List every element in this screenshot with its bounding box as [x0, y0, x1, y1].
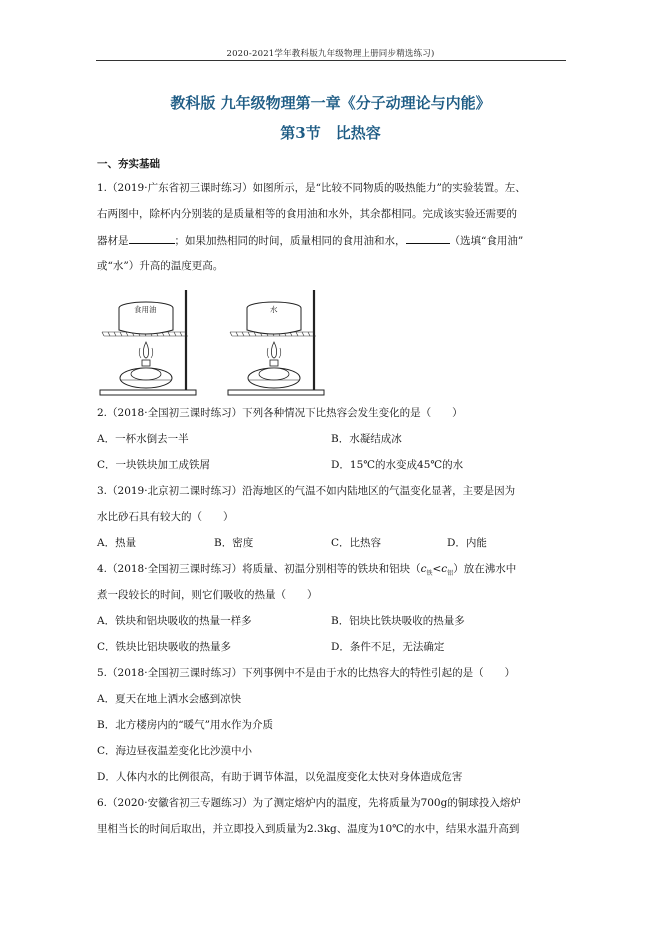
page-header-title: 2020-2021学年教科版九年级物理上册同步精选练习) — [226, 49, 435, 59]
left-apparatus — [100, 290, 196, 395]
q1-line3-b: ；如果加热相同的时间，质量相同的食用油和水， — [174, 235, 406, 247]
q6-line1: 6.（2020·安徽省初三专题练习）为了测定熔炉内的温度，先将质量为700g的铜球投入熔炉 — [97, 797, 521, 809]
q4-c-iron: c — [420, 563, 427, 575]
q1-line2: 右两图中，除杯内分别装的是质量相等的食用油和水外，其余都相同。完成该实验还需要的 — [97, 208, 517, 220]
q3-line1: 3.（2019·北京初二课时练习）沿海地区的气温不如内陆地区的气温变化显著，主要是因为 — [97, 485, 516, 497]
q2-stem: 2.（2018·全国初三课时练习）下列各种情况下比热容会发生变化的是（ ） — [97, 407, 463, 419]
q4-line1-a: 4.（2018·全国初三课时练习）将质量、初温分别相等的铁块和铝块（ — [97, 563, 421, 575]
q4-c-aluminum: c — [441, 563, 448, 575]
q5-stem: 5.（2018·全国初三课时练习）下列事例中不是由于水的比热容大的特性引起的是（ ） — [97, 667, 516, 679]
q1-line4: 或“水”）升高的温度更高。 — [97, 260, 224, 272]
q4-option-b: B．铝块比铁块吸收的热量多 — [331, 615, 465, 627]
document-title: 教科版 九年级物理第一章《分子动理论与内能》 — [170, 94, 491, 112]
q1-line3 — [97, 233, 523, 248]
section-title: 第3节 比热容 — [280, 124, 381, 142]
q4-line1 — [97, 562, 516, 581]
q4-less-than: < — [432, 563, 442, 575]
q3-option-b: B．密度 — [214, 537, 254, 549]
q5-option-b: B．北方楼房内的“暖气”用水作为介质 — [97, 719, 273, 731]
experiment-figure-svg — [98, 286, 338, 396]
q2-option-a: A．一杯水倒去一半 — [97, 433, 189, 445]
q4-sub-iron: 铁 — [426, 570, 433, 578]
q5-option-d: D．人体内水的比例很高，有助于调节体温，以免温度变化太快对身体造成危害 — [97, 771, 463, 783]
q4-sub-aluminum: 铝 — [447, 570, 454, 578]
q1-line1: 1.（2019·广东省初三课时练习）如图所示，是“比较不同物质的吸热能力”的实验装置。左、 — [97, 182, 526, 194]
left-beaker-label: 食用油 — [134, 305, 157, 314]
q1-blank-1 — [129, 233, 175, 244]
q3-option-c: C．比热容 — [331, 537, 382, 549]
part-heading: 一、夯实基础 — [97, 158, 160, 170]
q4-line1-b: ）放在沸水中 — [453, 563, 517, 575]
q1-line3-c: （选填“食用油” — [449, 235, 524, 247]
q4-line2: 煮一段较长的时间，则它们吸收的热量（ ） — [97, 589, 318, 601]
q2-option-c: C．一块铁块加工成铁屑 — [97, 459, 211, 471]
right-beaker-label: 水 — [270, 305, 278, 314]
q1-blank-2 — [406, 233, 450, 244]
experiment-figure — [98, 286, 338, 396]
q5-option-c: C．海边昼夜温差变化比沙漠中小 — [97, 745, 253, 757]
q4-option-d: D．条件不足，无法确定 — [331, 641, 445, 653]
q1-line3-a: 器材是 — [97, 235, 129, 247]
q3-option-a: A．热量 — [97, 537, 137, 549]
right-apparatus — [228, 290, 324, 395]
q3-option-d: D．内能 — [447, 537, 487, 549]
q2-option-d: D．15℃的水变成45℃的水 — [331, 459, 464, 471]
q4-option-a: A．铁块和铝块吸收的热量一样多 — [97, 615, 252, 627]
header-rule — [96, 60, 566, 61]
q3-line2: 水比砂石具有较大的（ ） — [97, 511, 234, 523]
q6-line2: 里相当长的时间后取出，并立即投入到质量为2.3kg、温度为10℃的水中，结果水温升高到 — [97, 823, 520, 835]
q5-option-a: A．夏天在地上洒水会感到凉快 — [97, 693, 242, 705]
q2-option-b: B．水凝结成冰 — [331, 433, 402, 445]
q4-option-c: C．铁块比铝块吸收的热量多 — [97, 641, 232, 653]
